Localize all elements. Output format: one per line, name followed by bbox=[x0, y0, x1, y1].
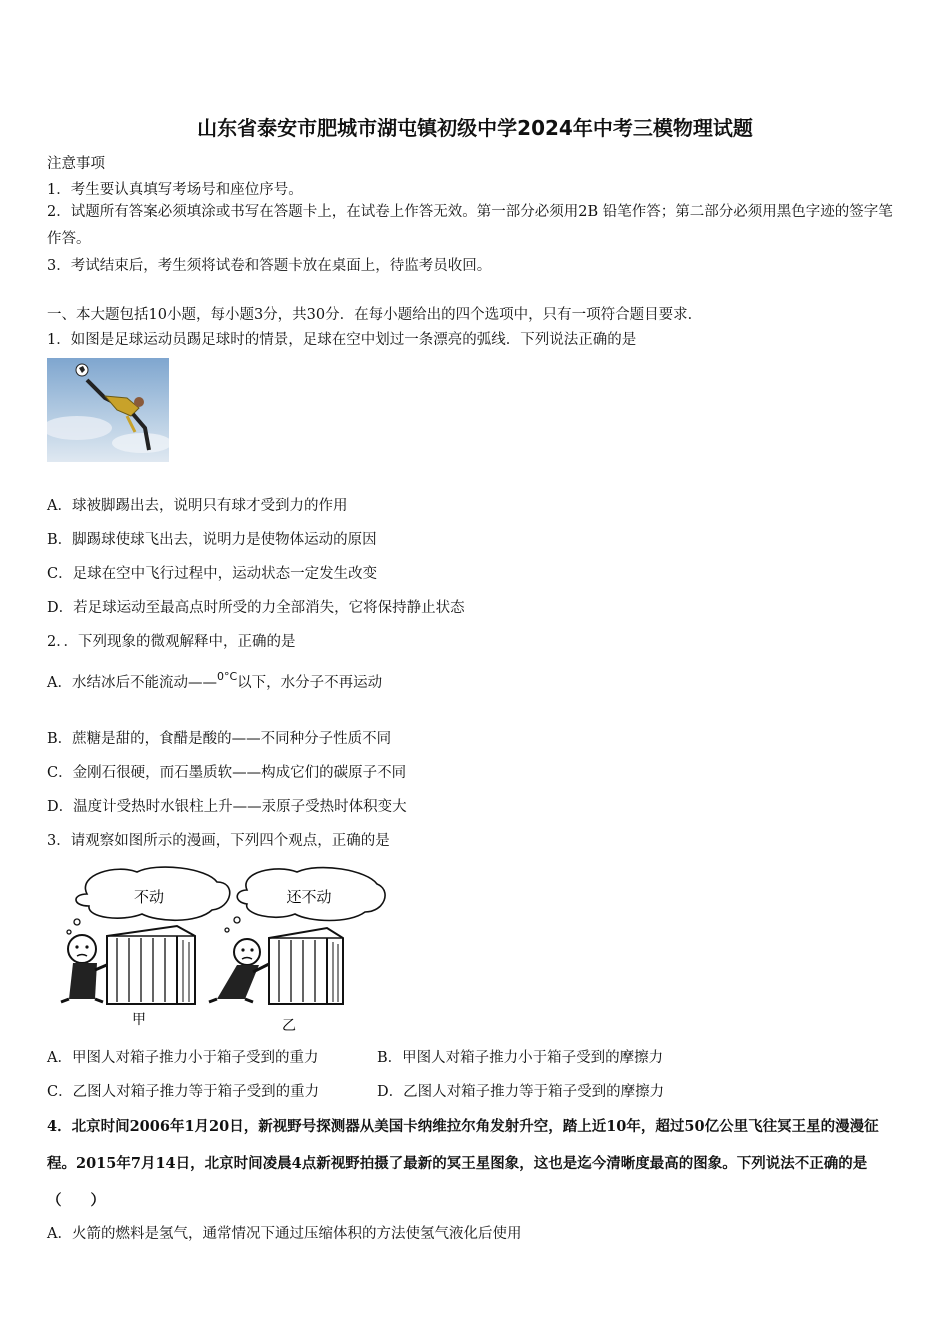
figure-label-left: 甲 bbox=[132, 1012, 146, 1028]
option-a-text: A．水结冰后不能流动—— bbox=[47, 675, 217, 691]
question-1-option: B．脚踢球使球飞出去，说明力是使物体运动的原因 bbox=[47, 532, 377, 548]
question-2-option bbox=[47, 671, 382, 692]
figure-label-right: 乙 bbox=[282, 1018, 296, 1034]
question-3-stem: 3．请观察如图所示的漫画，下列四个观点，正确的是 bbox=[47, 833, 390, 849]
option-a-text: 以下，水分子不再运动 bbox=[237, 675, 383, 691]
notice-heading: 注意事项 bbox=[47, 156, 105, 172]
cartoon-figure bbox=[47, 864, 387, 1034]
bubble-right-text: 还不动 bbox=[286, 888, 332, 906]
question-2-option: B．蔗糖是甜的，食醋是酸的——不同种分子性质不同 bbox=[47, 731, 392, 747]
question-4-option: A．火箭的燃料是氢气，通常情况下通过压缩体积的方法使氢气液化后使用 bbox=[47, 1226, 522, 1242]
section-heading: 一、本大题包括10小题，每小题3分，共30分．在每小题给出的四个选项中，只有一项符合题目要求． bbox=[47, 307, 703, 323]
question-2-option: D．温度计受热时水银柱上升——汞原子受热时体积变大 bbox=[47, 799, 407, 815]
question-1-stem: 1．如图是足球运动员踢足球时的情景，足球在空中划过一条漂亮的弧线．下列说法正确的是 bbox=[47, 332, 637, 348]
question-2-option: C．金刚石很硬，而石墨质软——构成它们的碳原子不同 bbox=[47, 765, 407, 781]
notice-item: 2．试题所有答案必须填涂或书写在答题卡上，在试卷上作答无效。第一部分必须用2B 铅笔作答；第二部分必须用黑色字迹的签字笔作答。 bbox=[47, 204, 893, 247]
notice-item: 1．考生要认真填写考场号和座位序号。 bbox=[47, 182, 303, 198]
question-4-stem: 4．北京时间2006年1月20日，新视野号探测器从美国卡纳维拉尔角发射升空，踏上近10年，超过50亿公里飞往冥王星的漫漫征程。2015年7月14日，北京时间凌晨4点新视野拍摄了最新的冥王星图象，这也是迄今清晰度最高的图象。下列说法不正确的是（ ） bbox=[47, 1118, 879, 1209]
temperature-formula: 0°C bbox=[216, 670, 238, 683]
question-3-option: C．乙图人对箱子推力等于箱子受到的重力 bbox=[47, 1084, 320, 1100]
question-3-option: B．甲图人对箱子推力小于箱子受到的摩擦力 bbox=[377, 1050, 664, 1066]
page-title: 山东省泰安市肥城市湖屯镇初级中学2024年中考三模物理试题 bbox=[197, 116, 753, 140]
question-1-option: D．若足球运动至最高点时所受的力全部消失，它将保持静止状态 bbox=[47, 600, 465, 616]
question-3-option: A．甲图人对箱子推力小于箱子受到的重力 bbox=[47, 1050, 319, 1066]
question-2-stem: 2．．下列现象的微观解释中，正确的是 bbox=[47, 634, 296, 650]
soccer-photo bbox=[47, 358, 169, 462]
question-1-option: A．球被脚踢出去，说明只有球才受到力的作用 bbox=[47, 498, 348, 514]
question-1-option: C．足球在空中飞行过程中，运动状态一定发生改变 bbox=[47, 566, 378, 582]
notice-item: 3．考试结束后，考生须将试卷和答题卡放在桌面上，待监考员收回。 bbox=[47, 258, 492, 274]
question-3-option: D．乙图人对箱子推力等于箱子受到的摩擦力 bbox=[377, 1084, 665, 1100]
bubble-left-text: 不动 bbox=[133, 888, 165, 906]
